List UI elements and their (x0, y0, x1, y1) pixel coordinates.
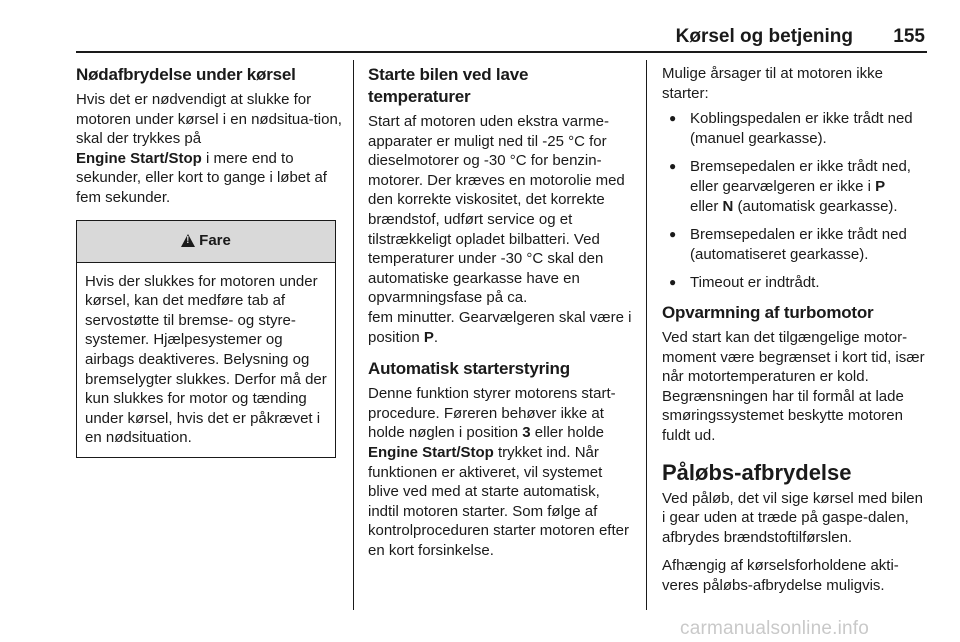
emergency-stop-paragraph (76, 90, 348, 208)
danger-label: Fare (199, 232, 231, 250)
warning-triangle-icon (181, 234, 195, 247)
danger-box-header (77, 221, 335, 263)
section-heading-emergency-stop: Nødafbrydelse under kørsel (76, 65, 296, 84)
gear-position: N (722, 197, 734, 215)
gear-position: P (423, 328, 434, 346)
text: fem minutter. Gearvælgeren skal være i position (368, 308, 632, 346)
overrun-paragraph-2: Afhængig af kørselsforholdene akti-veres påløbs-afbrydelse muligvis. (662, 557, 899, 594)
section-heading-turbo-warmup: Opvarmning af turbomotor (662, 302, 874, 322)
button-name: Engine Start/Stop (368, 443, 494, 461)
cold-start-paragraph-2 (368, 308, 634, 347)
column-1 (76, 64, 348, 458)
text: Denne funktion styrer motorens start-procedure. Føreren behøver ikke at holde nøglen i position (368, 385, 616, 442)
text: . (433, 328, 439, 346)
section-heading-cold-start: Starte bilen ved lave temperaturer (368, 65, 529, 106)
text: eller (690, 197, 723, 215)
column-divider-2 (646, 60, 647, 610)
turbo-warmup-paragraph: Ved start kan det tilgængelige motor-moment være begrænset i kort tid, især når motortemperaturen er kold. Begrænsningen har til formål at lade smøringssystemet beskytte motoren fuldt ud. (662, 328, 925, 444)
section-heading-auto-starter: Automatisk starterstyring (368, 359, 570, 379)
list-item: ● Koblingspedalen er ikke trådt ned (manuel gearkasse). (662, 109, 928, 148)
text: eller holde (530, 424, 605, 442)
page-header (76, 26, 927, 50)
key-position: 3 (522, 424, 531, 442)
list-item (662, 157, 928, 216)
cold-start-paragraph: Start af motoren uden ekstra varme-apparater er muligt ned til -25 °C for dieselmotorer og -30 °C for benzin-motorer. Der kræves en motorolie med den korrekte viskositet, det korrekte brændstof, udført service og et tilstrækkeligt opladet bilbatteri. Ved temperaturer under -30 °C skal den automatiske gearkasse have en opvarmningsfase på ca. (368, 113, 625, 307)
danger-text: Hvis der slukkes for motoren under kørsel, kan det medføre tab af servostøtte til bremse- og styre-systemer. Hjælpesystemer og airbags deaktiveres. Belysning og bremselygter slukkes. Derfor må der kun slukkes for motor og tænding under kørsel, hvis det er påkrævet i en nødsituation. (85, 272, 327, 447)
danger-box (76, 220, 336, 458)
text: Hvis det er nødvendigt at slukke for motoren under kørsel i en nødsitua-tion, skal der trykkes på (76, 91, 342, 148)
section-heading-overrun-cutoff: Påløbs-afbrydelse (662, 459, 852, 485)
overrun-paragraph-1: Ved påløb, det vil sige kørsel med bilen i gear uden at træde på gaspe-dalen, afbrydes brændstoftilførslen. (662, 489, 923, 546)
chapter-title: Kørsel og betjening (675, 26, 853, 47)
column-3 (662, 64, 928, 595)
gear-position: P (875, 177, 886, 195)
list-item: ● Timeout er indtrådt. (662, 273, 928, 293)
text: i mere end to sekunder, eller kort to gange i løbet af fem sekunder. (76, 149, 327, 206)
column-2 (368, 64, 634, 560)
header-rule (76, 51, 927, 53)
causes-intro: Mulige årsager til at motoren ikke starter: (662, 65, 883, 102)
page-number: 155 (893, 26, 925, 47)
button-name: Engine Start/Stop (76, 149, 202, 167)
text: (automatisk gearkasse). (733, 197, 898, 215)
list-item: ● Bremsepedalen er ikke trådt ned (automatiseret gearkasse). (662, 225, 928, 264)
auto-starter-paragraph (368, 384, 634, 560)
causes-list (662, 109, 928, 293)
text: Bremsepedalen er ikke trådt ned, eller gearvælgeren er ikke i (690, 158, 911, 195)
text: trykket ind. Når funktionen er aktiveret, vil systemet blive ved med at starte automatisk, indtil motoren starter. Som følge af kontrolproceduren starter motoren efter en kort forsinkelse. (368, 443, 629, 559)
column-divider-1 (353, 60, 354, 610)
watermark: carmanualsonline.info (680, 618, 870, 639)
